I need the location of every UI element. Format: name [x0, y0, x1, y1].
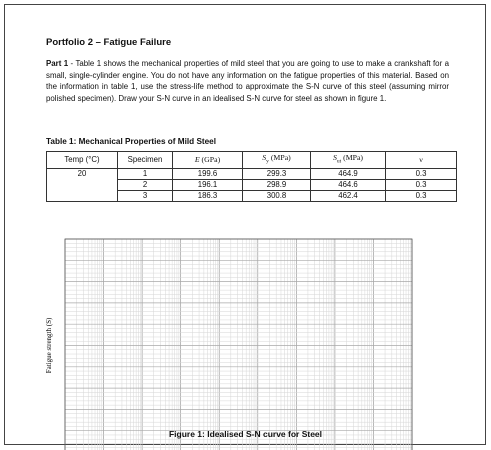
document-title: Portfolio 2 – Fatigue Failure: [46, 37, 172, 48]
table-caption: Table 1: Mechanical Properties of Mild Steel: [46, 137, 217, 146]
cell-sy: 300.8: [243, 190, 311, 201]
part-label: Part 1: [46, 59, 69, 68]
header-nu: ν: [386, 152, 457, 169]
cell-nu: 0.3: [386, 179, 457, 190]
header-sy: $S_y$ (MPa): [243, 152, 311, 169]
cell-e: 186.3: [173, 190, 243, 201]
part-1-text: - Table 1 shows the mechanical properties of mild steel that you are going to use to make a crankshaft for a small, single-cylinder engine. You do not have any information on the fatigue properties of this material. Based on the information in table 1, use the stress-life method to approximate the S-N curve of this steel (assuming mirror polished specimen). Draw your S-N curve in an idealised S-N curve for steel as shown in figure 1.: [46, 59, 449, 104]
header-specimen: Specimen: [118, 152, 173, 169]
cell-e: 199.6: [173, 168, 243, 179]
header-temp: Temp (°C): [47, 152, 118, 169]
y-axis-label: Fatigue strength (S): [45, 317, 53, 374]
cell-sut: 462.4: [311, 190, 386, 201]
cell-sy: 299.3: [243, 168, 311, 179]
plot-frame: [65, 239, 412, 450]
figure-caption: Figure 1: Idealised S-N curve for Steel: [168, 429, 323, 439]
cell-specimen: 2: [118, 179, 173, 190]
cell-sut: 464.9: [311, 168, 386, 179]
chart-grid: [65, 239, 412, 450]
cell-temp: 20: [47, 168, 118, 179]
cell-specimen: 3: [118, 190, 173, 201]
cell-specimen: 1: [118, 168, 173, 179]
header-sut: $S_{ut}$ (MPa): [311, 152, 386, 169]
cell-nu: 0.3: [386, 190, 457, 201]
cell-sut: 464.6: [311, 179, 386, 190]
header-e: E (GPa): [173, 152, 243, 169]
cell-e: 196.1: [173, 179, 243, 190]
cell-sy: 298.9: [243, 179, 311, 190]
cell-nu: 0.3: [386, 168, 457, 179]
